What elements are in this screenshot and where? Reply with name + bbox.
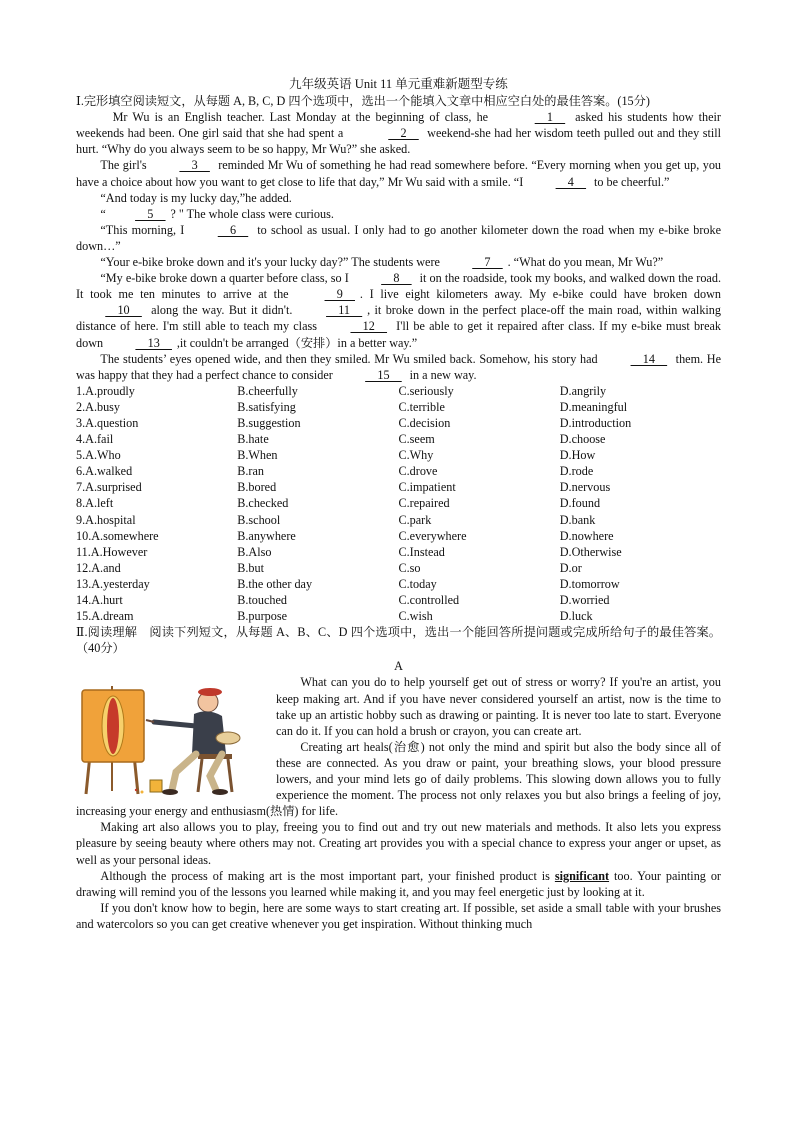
option-row — [76, 463, 721, 479]
cloze-blank-15: 15 — [365, 367, 402, 382]
option-14-C: C.controlled — [398, 593, 460, 607]
cloze-text: “Your e-bike broke down and it's your lucky day?” The students were — [100, 255, 443, 270]
option-3-D: D.introduction — [559, 415, 632, 430]
cloze-text: it on the roadside, took my books, and walked down the road. It took me ten minutes to arrive at the — [76, 271, 721, 302]
option-10-A: 10.A.somewhere — [76, 528, 159, 543]
passage-a-paragraph-4 — [76, 868, 721, 900]
cloze-text: along the way. But it didn't. — [146, 303, 297, 318]
page-title: 九年级英语 Unit 11 单元重难新题型专练 — [289, 77, 508, 91]
options-table — [76, 383, 721, 624]
cloze-blank-8: 8 — [381, 271, 412, 286]
cloze-blank-13: 13 — [135, 335, 172, 350]
option-4-A: 4.A.fail — [76, 432, 114, 447]
option-6-B: B.ran — [237, 464, 264, 479]
option-13-B: B.the other day — [237, 576, 313, 591]
option-15-B: B.purpose — [237, 609, 288, 624]
passage-a-paragraph-5: If you don't know how to begin, here are some ways to start creating art. If possible, set aside a small table with your brushes and watercolors so you can get creative whenever you get inspiration. Without thinking much — [76, 900, 721, 931]
option-9-B: B.school — [237, 512, 281, 527]
option-12-C: C.so — [398, 560, 421, 575]
option-2-A: 2.A.busy — [76, 399, 121, 414]
option-4-D: D.choose — [559, 432, 606, 447]
cloze-blank-7: 7 — [472, 255, 503, 270]
option-6-A: 6.A.walked — [76, 464, 133, 479]
cloze-paragraph — [76, 270, 721, 350]
option-3-B: B.suggestion — [237, 415, 301, 430]
option-14-A: 14.A.hurt — [76, 593, 123, 607]
cloze-blank-9: 9 — [324, 287, 355, 302]
painter-illustration — [76, 676, 268, 796]
cloze-text: to be cheerful.” — [590, 174, 670, 189]
option-2-C: C.terrible — [398, 399, 445, 414]
option-11-A: 11.A.However — [76, 544, 148, 559]
option-7-B: B.bored — [237, 480, 277, 495]
cloze-text: “This morning, I — [100, 222, 189, 237]
option-5-D: D.How — [559, 448, 596, 463]
cloze-blank-6: 6 — [217, 222, 249, 237]
highlighted-word: significant — [554, 868, 610, 883]
cloze-text: , it broke down in the perfect place-off the main road, within walking distance of here. I'm still able to teach my class — [76, 303, 721, 334]
option-8-D: D.found — [559, 496, 601, 511]
cloze-text: weekend-she had her wisdom teeth pulled out and they still hurt. “Why do you always seem to be so happy, Mr Wu?” she asked. — [76, 126, 721, 157]
cloze-text: ,it couldn't be arranged（安排）in a better way.” — [176, 335, 418, 350]
passage-a-paragraph-2: Creating art heals(治愈) not only the mind and spirit but also the body since all of these are connected. As you draw or paint, your breathing slows, your blood pressure lowers, and your mind lets go of daily problems. This slowing down allows you to fully experience the moment. The process not only relaxes you but also brings a feeling of joy, increasing your energy and enthusiasm(热情) for life. — [76, 739, 721, 819]
option-9-D: D.bank — [559, 512, 596, 527]
option-row — [76, 576, 721, 592]
cloze-text: I'll be able to get it repaired after class. If my e-bike must break down — [76, 319, 722, 350]
cloze-blank-3: 3 — [179, 158, 210, 173]
passage-a-paragraph-3: Making art also allows you to play, freeing you to find out and try out new materials and methods. It also lets you express pleasure by seeing beauty where others may not. Creating art provides you with a special chance to express your anger or upset, as well as your personal ideas. — [76, 820, 721, 867]
option-13-A: 13.A.yesterday — [76, 576, 150, 591]
passage-label: A — [394, 659, 403, 674]
cloze-text: The students’ eyes opened wide, and then they smiled. Mr Wu smiled back. Somehow, his story had — [100, 351, 602, 366]
cloze-blank-10: 10 — [105, 303, 142, 318]
option-15-C: C.wish — [398, 609, 433, 624]
option-14-B: B.touched — [237, 593, 288, 607]
option-12-A: 12.A.and — [76, 560, 121, 575]
option-row — [76, 560, 721, 576]
option-row — [76, 528, 721, 544]
cloze-paragraph — [76, 351, 721, 383]
option-13-C: C.today — [398, 576, 437, 591]
option-11-D: D.Otherwise — [559, 544, 622, 559]
option-5-A: 5.A.Who — [76, 448, 121, 463]
option-6-C: C.drove — [398, 464, 438, 479]
option-row — [76, 512, 721, 528]
cloze-blank-12: 12 — [350, 319, 388, 334]
option-row — [76, 479, 721, 495]
option-3-C: C.decision — [398, 415, 451, 430]
option-9-A: 9.A.hospital — [76, 512, 136, 527]
option-15-D: D.luck — [559, 609, 593, 624]
option-3-A: 3.A.question — [76, 415, 139, 430]
p4-after: too. Your painting or drawing will remind you of the lessons you learned while making it, and you may feel energetic just by looking at it. — [76, 868, 721, 899]
cloze-paragraph — [76, 190, 721, 206]
cloze-blank-14: 14 — [630, 351, 668, 366]
option-row — [76, 495, 721, 511]
cloze-text: “And today is my lucky day,”he added. — [100, 190, 292, 205]
cloze-text: asked his students how their weekends had been. One girl said that she had spent a — [76, 110, 721, 141]
option-row — [76, 431, 721, 447]
option-1-B: B.cheerfully — [237, 383, 298, 398]
option-15-A: 15.A.dream — [76, 609, 134, 624]
option-4-C: C.seem — [398, 432, 435, 447]
option-9-C: C.park — [398, 512, 432, 527]
option-8-C: C.repaired — [398, 496, 450, 511]
cloze-blank-4: 4 — [555, 174, 587, 189]
option-2-B: B.satisfying — [237, 399, 296, 414]
option-7-A: 7.A.surprised — [76, 480, 142, 495]
option-row — [76, 415, 721, 431]
option-6-D: D.rode — [559, 464, 594, 479]
option-1-A: 1.A.proudly — [76, 383, 135, 398]
option-row — [76, 608, 721, 624]
cloze-text: . “What do you mean, Mr Wu?” — [507, 255, 664, 270]
cloze-blank-11: 11 — [326, 303, 363, 318]
option-14-D: D.worried — [559, 593, 610, 607]
option-row — [76, 447, 721, 463]
option-12-D: D.or — [559, 560, 582, 575]
option-11-C: C.Instead — [398, 544, 445, 559]
option-5-B: B.When — [237, 448, 278, 463]
cloze-blank-5: 5 — [135, 206, 166, 221]
cloze-paragraph — [76, 206, 721, 222]
cloze-paragraph — [76, 222, 721, 254]
option-row — [76, 399, 721, 415]
cloze-paragraph — [76, 109, 721, 157]
section1-passage — [76, 109, 721, 383]
passage-a-paragraph-1: What can you do to help yourself get out of stress or worry? If you're an artist, you keep making art. And if you have never considered yourself an artist, now is the time to take up an artistic hobby such as drawing or painting. It is never too late to start. Everyone can do it. If you can hold a brush or crayon, you can create art. — [276, 675, 721, 738]
option-5-C: C.Why — [398, 448, 434, 463]
document-page — [76, 76, 721, 932]
cloze-text: in a new way. — [406, 367, 477, 382]
option-row — [76, 544, 721, 560]
option-11-B: B.Also — [237, 544, 272, 559]
cloze-text: to school as usual. I only had to go another kilometer down the road when my e-bike broke down…” — [76, 222, 721, 253]
p4-before: Although the process of making art is the most important part, your finished product is — [100, 868, 555, 883]
passage-a — [76, 674, 721, 932]
cloze-text: The girl's — [100, 158, 151, 173]
option-1-D: D.angrily — [559, 383, 607, 398]
option-8-B: B.checked — [237, 496, 289, 511]
cloze-blank-2: 2 — [388, 126, 419, 141]
option-row — [76, 592, 721, 608]
option-13-D: D.tomorrow — [559, 576, 620, 591]
cloze-text: . I live eight kilometers away. My e-bike could have broken down — [359, 287, 722, 302]
option-10-D: D.nowhere — [559, 528, 614, 543]
option-1-C: C.seriously — [398, 383, 454, 398]
cloze-text: them. He was happy that they had a perfect chance to consider — [76, 351, 721, 382]
cloze-paragraph — [76, 254, 721, 270]
cloze-text: “My e-bike broke down a quarter before class, so I — [100, 271, 352, 286]
option-4-B: B.hate — [237, 432, 269, 447]
section1-heading: Ⅰ.完形填空阅读短文，从每题 A, B, C, D 四个选项中，选出一个能填入文章中相应空白处的最佳答案。(15分) — [76, 94, 650, 109]
section2-heading: Ⅱ.阅读理解 阅读下列短文，从每题 A、B、C、D 四个选项中，选出一个能回答所提问题或完成所给句子的最佳答案。（40分） — [76, 625, 721, 656]
cloze-text: reminded Mr Wu of something he had read somewhere before. “Every morning when you get up, you have a choice about how you want to get close to life that day,” Mr Wu said with a smile. “I — [76, 158, 722, 189]
cloze-blank-1: 1 — [534, 110, 566, 125]
cloze-text: Mr Wu is an English teacher. Last Monday at the beginning of class, he — [112, 110, 494, 125]
option-2-D: D.meaningful — [559, 399, 628, 414]
option-7-D: D.nervous — [559, 480, 611, 495]
option-10-B: B.anywhere — [237, 528, 296, 543]
cloze-text: “ — [100, 206, 106, 221]
option-10-C: C.everywhere — [398, 528, 467, 543]
option-8-A: 8.A.left — [76, 496, 114, 511]
cloze-text: ? " The whole class were curious. — [170, 206, 334, 221]
option-row — [76, 383, 721, 399]
option-7-C: C.impatient — [398, 480, 456, 495]
cloze-paragraph — [76, 157, 721, 189]
option-12-B: B.but — [237, 560, 264, 575]
